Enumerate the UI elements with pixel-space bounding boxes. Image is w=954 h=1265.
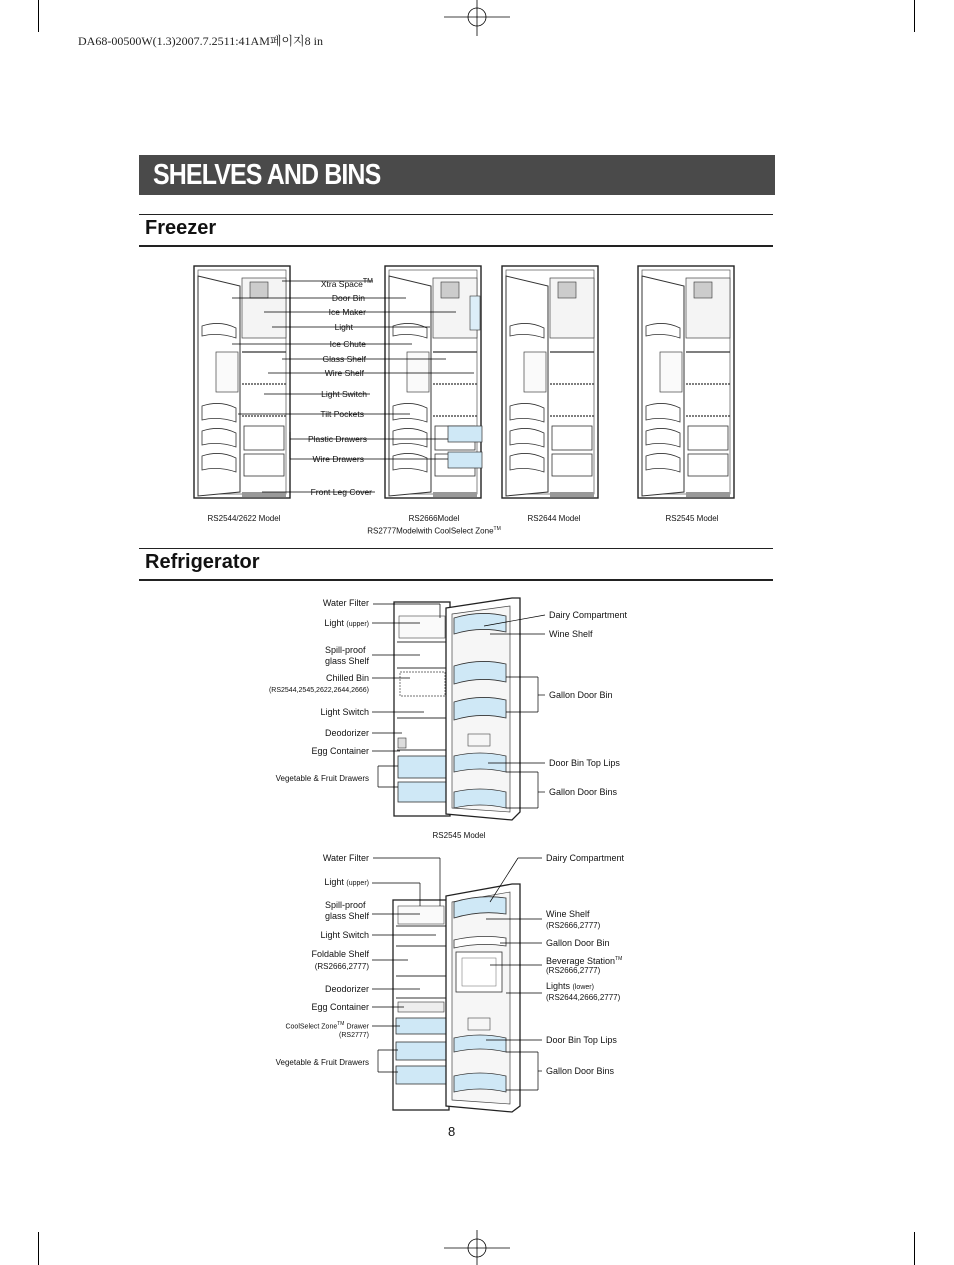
label-wine-shelf: Wine Shelf <box>549 629 593 639</box>
label-light-switch-2: Light Switch <box>320 930 369 940</box>
freezer-unit-rs2544 <box>194 266 290 498</box>
freezer-unit-rs2545 <box>638 266 734 498</box>
label-gallon-door-bins: Gallon Door Bins <box>549 787 618 797</box>
label-tilt-pockets: Tilt Pockets <box>320 409 364 419</box>
label-vegetable-drawers-2: Vegetable & Fruit Drawers <box>275 1058 369 1067</box>
label-lights-lower-models: (RS2644,2666,2777) <box>546 993 621 1002</box>
label-lights-lower: Lights (lower) <box>546 981 594 991</box>
label-water-filter: Water Filter <box>322 598 369 608</box>
registration-mark-top <box>0 0 954 60</box>
page-title-bar <box>139 155 775 195</box>
label-door-bin-top-lips: Door Bin Top Lips <box>549 758 620 768</box>
label-ice-chute: Ice Chute <box>329 339 366 349</box>
label-light: Light <box>334 322 353 332</box>
label-egg-container: Egg Container <box>311 746 369 756</box>
label-deodorizer: Deodorizer <box>324 728 369 738</box>
label-xtra-space: Xtra Space™ <box>320 278 373 289</box>
freezer-unit-rs2666 <box>385 266 481 498</box>
crop-mark <box>38 1232 39 1265</box>
label-wire-drawers: Wire Drawers <box>312 454 364 464</box>
label-coolselect-models: (RS2777) <box>339 1032 369 1039</box>
label-spill-proof-shelf-2: Spill-proof glass Shelf <box>324 900 369 921</box>
label-wine-shelf-2: Wine Shelf <box>546 909 590 919</box>
caption-rs2545: RS2545 Model <box>665 514 719 523</box>
label-spill-proof-shelf: Spill-proof glass Shelf <box>324 645 369 666</box>
label-wine-shelf-models: (RS2666,2777) <box>546 921 601 930</box>
crop-mark <box>914 0 915 32</box>
label-water-filter-2: Water Filter <box>322 853 369 863</box>
freezer-section-heading <box>139 214 773 247</box>
freezer-unit-rs2644 <box>502 266 598 498</box>
label-light-upper: Light (upper) <box>324 618 369 628</box>
label-gallon-door-bin-2: Gallon Door Bin <box>546 938 610 948</box>
label-plastic-drawers: Plastic Drawers <box>307 434 367 444</box>
caption-rs2666: RS2666Model <box>408 514 460 523</box>
label-egg-container-2: Egg Container <box>311 1002 369 1012</box>
caption-rs2777: RS2777Modelwith CoolSelect Zone™ <box>367 526 501 536</box>
label-chilled-bin: Chilled Bin <box>325 673 369 683</box>
caption-rs2545-refrigerator: RS2545 Model <box>432 831 486 840</box>
label-vegetable-drawers: Vegetable & Fruit Drawers <box>275 774 369 783</box>
label-foldable-shelf: Foldable Shelf <box>311 949 369 959</box>
refrigerator-heading: Refrigerator <box>145 551 260 573</box>
page-number: 8 <box>448 1124 456 1139</box>
label-coolselect-drawer: CoolSelect Zone™ Drawer <box>285 1021 369 1031</box>
label-beverage-station: Beverage Station™ <box>546 956 623 966</box>
freezer-heading: Freezer <box>145 217 217 239</box>
crop-mark <box>38 0 39 32</box>
label-front-leg-cover: Front Leg Cover <box>310 487 372 497</box>
label-light-upper-2: Light (upper) <box>324 877 369 887</box>
label-light-switch: Light Switch <box>321 389 367 399</box>
label-door-bin-top-lips-2: Door Bin Top Lips <box>546 1035 617 1045</box>
caption-rs2544: RS2544/2622 Model <box>207 514 281 523</box>
label-ice-maker: Ice Maker <box>328 307 366 317</box>
label-chilled-bin-models: (RS2544,2545,2622,2644,2666) <box>268 687 369 694</box>
label-door-bin: Door Bin <box>331 293 365 303</box>
label-light-switch: Light Switch <box>320 707 369 717</box>
print-header: DA68-00500W(1.3)2007.7.2511:41AM페이지8 in <box>78 34 323 48</box>
label-foldable-shelf-models: (RS2666,2777) <box>314 962 369 971</box>
page-title: SHELVES AND BINS <box>153 159 381 191</box>
label-dairy-compartment: Dairy Compartment <box>549 610 628 620</box>
crop-mark <box>914 1232 915 1265</box>
label-glass-shelf: Glass Shelf <box>322 354 366 364</box>
label-dairy-compartment-2: Dairy Compartment <box>546 853 625 863</box>
label-wire-shelf: Wire Shelf <box>324 368 364 378</box>
label-gallon-door-bins-2: Gallon Door Bins <box>546 1066 615 1076</box>
caption-rs2644: RS2644 Model <box>527 514 581 523</box>
label-beverage-station-models: (RS2666,2777) <box>546 966 601 975</box>
refrigerator-section-heading <box>139 548 773 581</box>
label-gallon-door-bin: Gallon Door Bin <box>549 690 613 700</box>
label-deodorizer-2: Deodorizer <box>324 984 369 994</box>
